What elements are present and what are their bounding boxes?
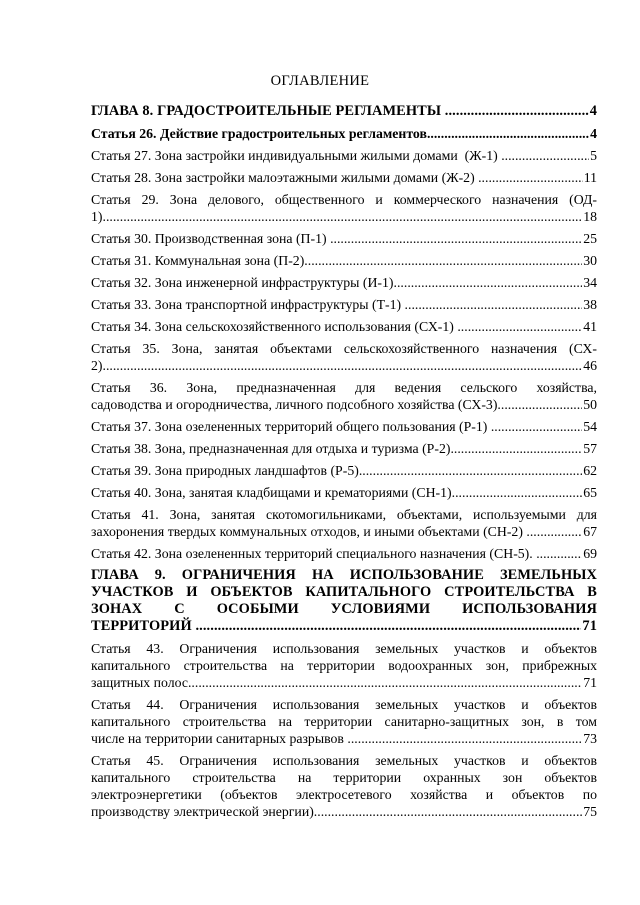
toc-page-number: 69 — [583, 546, 597, 561]
dot-leader — [359, 462, 582, 479]
toc-entry-title: 1) — [91, 209, 103, 224]
toc-entry-line: ГЛАВА 9. ОГРАНИЧЕНИЯ НА ИСПОЛЬЗОВАНИЕ ЗЕМЕЛЬНЫХ — [91, 567, 597, 583]
toc-entry-title: садоводства и огородничества, личного подсобного хозяйства (СХ-3) — [91, 397, 498, 412]
dot-leader — [445, 103, 589, 120]
toc-article-entry[interactable] — [91, 545, 597, 562]
toc-entry-line: Статья 45. Ограничения использования земельных участков и объектов — [91, 753, 597, 768]
toc-article-entry[interactable] — [91, 147, 597, 164]
dot-leader — [450, 440, 582, 457]
toc-heading: ОГЛАВЛЕНИЕ — [270, 73, 370, 89]
toc-page-number: 18 — [583, 209, 597, 224]
toc-entry-last-line — [91, 523, 597, 540]
toc-entry-last-line — [91, 169, 597, 186]
toc-entry-title: производству электрической энергии) — [91, 804, 314, 819]
toc-page-number: 57 — [583, 441, 597, 456]
toc-entry-last-line — [91, 103, 597, 120]
toc-page-number: 71 — [582, 618, 597, 634]
toc-page-number: 54 — [583, 419, 597, 434]
toc-entry-line: Статья 29. Зона делового, общественного и коммерческого назначения (ОД- — [91, 192, 597, 207]
toc-entry-title: Статья 27. Зона застройки индивидуальными жилыми домами (Ж-1) — [91, 148, 502, 163]
toc-article-entry[interactable] — [91, 169, 597, 186]
toc-page-number: 4 — [590, 126, 597, 141]
dot-leader — [304, 252, 582, 269]
toc-entry-line: электроэнергетики (объектов электросетевого хозяйства и объектов по — [91, 787, 597, 802]
toc-entry-last-line — [91, 618, 597, 635]
toc-entry-line: Статья 35. Зона, занятая объектами сельскохозяйственного назначения (СХ- — [91, 341, 597, 356]
dot-leader — [478, 169, 583, 186]
dot-leader — [526, 523, 582, 540]
toc-page-number: 4 — [589, 103, 597, 119]
toc-chapter-entry[interactable] — [91, 567, 597, 635]
dot-leader — [405, 296, 583, 313]
toc-entry-title: 2) — [91, 358, 103, 373]
toc-article-entry[interactable] — [91, 340, 597, 374]
toc-entry-last-line — [91, 674, 597, 691]
toc-entry-last-line — [91, 318, 597, 335]
toc-page-number: 73 — [583, 731, 597, 746]
toc-entry-last-line — [91, 208, 597, 225]
toc-entry-title: Статья 30. Производственная зона (П-1) — [91, 231, 331, 246]
toc-page-number: 11 — [583, 170, 597, 185]
toc-entry-line: Статья 36. Зона, предназначенная для ведения сельского хозяйства, — [91, 380, 597, 395]
toc-page-number: 50 — [583, 397, 597, 412]
toc-entry-title: защитных полос — [91, 675, 188, 690]
dot-leader — [195, 618, 581, 635]
toc-article-entry[interactable] — [91, 462, 597, 479]
toc-entry-last-line — [91, 147, 597, 164]
toc-entry-last-line — [91, 296, 597, 313]
toc-article-entry[interactable] — [91, 191, 597, 225]
toc-entry-last-line — [91, 484, 597, 501]
toc-entry-line: капитального строительства на территории охранных зон объектов — [91, 770, 597, 785]
toc-page-number: 34 — [583, 275, 597, 290]
toc-article-entry[interactable] — [91, 752, 597, 820]
dot-leader — [501, 147, 589, 164]
dot-leader — [427, 125, 589, 142]
toc-article-entry[interactable] — [91, 418, 597, 435]
toc-article-entry[interactable] — [91, 506, 597, 540]
toc-article-entry[interactable] — [91, 125, 597, 142]
toc-entry-last-line — [91, 357, 597, 374]
dot-leader — [491, 418, 582, 435]
toc-entry-last-line — [91, 462, 597, 479]
toc-page-number: 46 — [583, 358, 597, 373]
toc-article-entry[interactable] — [91, 296, 597, 313]
dot-leader — [330, 230, 582, 247]
toc-article-entry[interactable] — [91, 440, 597, 457]
toc-entry-last-line — [91, 252, 597, 269]
toc-entry-last-line — [91, 440, 597, 457]
dot-leader — [314, 803, 582, 820]
toc-page-number: 71 — [583, 675, 597, 690]
toc-article-entry[interactable] — [91, 484, 597, 501]
dot-leader — [347, 730, 582, 747]
toc-article-entry[interactable] — [91, 696, 597, 747]
toc-entry-title: Статья 39. Зона природных ландшафтов (Р-5) — [91, 463, 359, 478]
toc-page-number: 67 — [583, 524, 597, 539]
toc-entry-title: Статья 32. Зона инженерной инфраструктуры (И-1) — [91, 275, 394, 290]
toc-page-number: 62 — [583, 463, 597, 478]
toc-entry-line: УЧАСТКОВ И ОБЪЕКТОВ КАПИТАЛЬНОГО СТРОИТЕЛЬСТВА В — [91, 584, 597, 600]
toc-page-number: 75 — [583, 804, 597, 819]
toc-entry-title: Статья 33. Зона транспортной инфраструктуры (Т-1) — [91, 297, 405, 312]
toc-entry-title: захоронения твердых коммунальных отходов, и иными объектами (СН-2) — [91, 524, 527, 539]
toc-entry-line: капитального строительства на территории санитарно-защитных зон, в том — [91, 714, 597, 729]
toc-entry-line: Статья 43. Ограничения использования земельных участков и объектов — [91, 641, 597, 656]
toc-page-number: 38 — [583, 297, 597, 312]
toc-entry-title: Статья 40. Зона, занятая кладбищами и крематориями (СН-1) — [91, 485, 452, 500]
toc-page-number: 25 — [583, 231, 597, 246]
toc-entry-title: Статья 37. Зона озелененных территорий общего пользования (Р-1) — [91, 419, 491, 434]
toc-entry-last-line — [91, 274, 597, 291]
toc-entry-title: Статья 42. Зона озелененных территорий специального назначения (СН-5). — [91, 546, 537, 561]
toc-article-entry[interactable] — [91, 274, 597, 291]
dot-leader — [103, 357, 583, 374]
toc-entry-line: ЗОНАХ С ОСОБЫМИ УСЛОВИЯМИ ИСПОЛЬЗОВАНИЯ — [91, 601, 597, 617]
dot-leader — [452, 484, 583, 501]
dot-leader — [497, 396, 582, 413]
toc-entry-last-line — [91, 418, 597, 435]
dot-leader — [188, 674, 582, 691]
toc-entry-last-line — [91, 545, 597, 562]
toc-entry-title: Статья 38. Зона, предназначенная для отдыха и туризма (Р-2) — [91, 441, 451, 456]
toc-page-number: 30 — [583, 253, 597, 268]
toc-chapter-entry[interactable] — [91, 103, 597, 120]
toc-entry-line: Статья 41. Зона, занятая скотомогильниками, объектами, используемыми для — [91, 507, 597, 522]
toc-entry-title: ГЛАВА 8. ГРАДОСТРОИТЕЛЬНЫЕ РЕГЛАМЕНТЫ — [91, 103, 445, 119]
toc-entry-title: Статья 28. Зона застройки малоэтажными жилыми домами (Ж-2) — [91, 170, 479, 185]
toc-entry-last-line — [91, 230, 597, 247]
toc-entry-line: Статья 44. Ограничения использования земельных участков и объектов — [91, 697, 597, 712]
toc-entry-title: Статья 34. Зона сельскохозяйственного использования (СХ-1) — [91, 319, 458, 334]
toc-entry-title: ТЕРРИТОРИЙ — [91, 618, 196, 634]
dot-leader — [536, 545, 582, 562]
toc-entry-last-line — [91, 125, 597, 142]
toc-page-number: 5 — [590, 148, 597, 163]
toc-article-entry[interactable] — [91, 230, 597, 247]
dot-leader — [394, 274, 583, 291]
dot-leader — [457, 318, 582, 335]
toc-entry-last-line — [91, 730, 597, 747]
toc-article-entry[interactable] — [91, 640, 597, 691]
toc-entry-title: Статья 31. Коммунальная зона (П-2) — [91, 253, 305, 268]
toc-page-number: 65 — [583, 485, 597, 500]
toc-entry-line: капитального строительства на территории водоохранных зон, прибрежных — [91, 658, 597, 673]
toc-entry-title: числе на территории санитарных разрывов — [91, 731, 348, 746]
toc-article-entry[interactable] — [91, 379, 597, 413]
toc-entry-title: Статья 26. Действие градостроительных регламентов — [91, 126, 427, 141]
toc-entry-last-line — [91, 803, 597, 820]
dot-leader — [103, 208, 583, 225]
table-of-contents — [91, 103, 597, 825]
toc-article-entry[interactable] — [91, 252, 597, 269]
toc-page-number: 41 — [583, 319, 597, 334]
toc-article-entry[interactable] — [91, 318, 597, 335]
toc-entry-last-line — [91, 396, 597, 413]
